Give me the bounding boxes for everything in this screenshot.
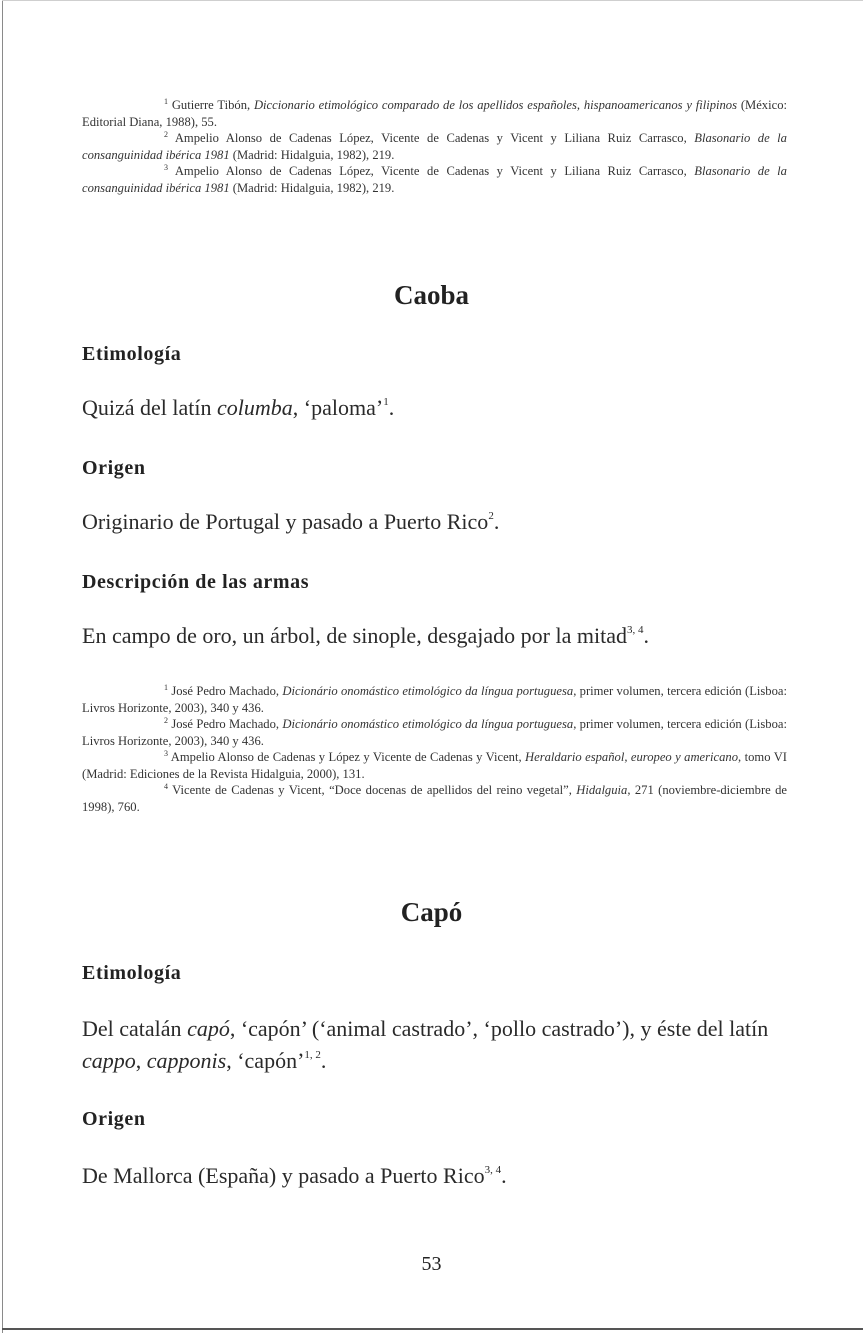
text-run: , primer volumen, tercera edición (Lisboa: Livros Horizonte, 2003), 340 y 436. [82,684,787,715]
text-run: (Madrid: Hidalguia, 1982), 219. [229,147,395,162]
text-run: . [493,509,500,534]
text-run: En campo de oro, un árbol, de sinople, desgajado por la mitad [82,623,627,648]
footnote-ref: 1 [383,396,389,408]
text-run: Originario de Portugal y pasado a Puerto Rico [82,509,489,534]
italic-text: Blasonario de la consanguinidad ibérica 1981 [82,164,787,195]
italic-text: capó [187,1016,230,1041]
italic-text: cappo [82,1048,136,1073]
text-run: Gutierre Tibón, [171,98,254,112]
text-run: José Pedro Machado, [171,684,283,698]
caoba-armas-heading: Descripción de las armas [82,571,310,593]
footnote-number: 3 [164,749,168,758]
caoba-armas-text [82,620,787,652]
text-run: Del catalán [82,1016,188,1041]
text-run: Vicente de Cadenas y Vicent, “Doce docenas de apellidos del reino vegetal”, [172,783,577,797]
text-run: . [643,623,649,648]
footnote-number: 2 [164,716,168,725]
caoba-footnotes [82,683,787,815]
text-run: , [135,1048,147,1073]
footnote-number: 1 [164,683,168,692]
text-run: , tomo VI (Madrid: Ediciones de la Revista Hidalguia, 2000), 131. [82,750,787,781]
scan-edge-left [2,0,3,1333]
italic-text: Blasonario de la consanguinidad ibérica 1981 [82,131,787,162]
entry-title-caoba: Caoba [393,280,469,310]
text-run: Ampelio Alonso de Cadenas y López y Vicente de Cadenas y Vicent, [170,750,526,764]
text-run: José Pedro Machado, [171,717,283,731]
footnote-ref: 3, 4 [626,624,644,636]
footnote-ref: 3, 4 [484,1164,502,1176]
text-run: De Mallorca (España) y pasado a Puerto Rico [82,1163,485,1188]
text-run: Ampelio Alonso de Cadenas López, Vicente de Cadenas y Vicent y Liliana Ruiz Carrasco, [174,131,695,145]
text-run: . [501,1163,507,1188]
caoba-origen-heading: Origen [82,457,146,479]
page-number: 53 [421,1253,442,1275]
capo-etimologia-text [82,1013,787,1077]
footnote-ref: 2 [488,510,494,522]
text-run: . [320,1048,327,1073]
footnote [82,716,787,749]
text-run: . [388,395,395,420]
text-run: Ampelio Alonso de Cadenas López, Vicente de Cadenas y Vicent y Liliana Ruiz Carrasco, [174,164,695,178]
text-run: , ‘capón’ (‘animal castrado’, ‘pollo castrado’), y éste del latín [229,1016,769,1041]
italic-text: Hidalguia [576,783,628,797]
footnote-number: 3 [164,163,168,172]
footnote-number: 1 [164,97,168,106]
footnote [82,749,787,782]
capo-origen-text [82,1160,787,1192]
entry-title-capo: Capó [400,897,463,927]
caoba-etimologia-text [82,392,787,424]
italic-text: Dicionário onomástico etimológico da língua portuguesa [282,684,574,698]
capo-etimologia-heading: Etimología [82,962,182,984]
footnote [82,130,787,163]
capo-origen-heading: Origen [82,1108,146,1130]
footnote [82,782,787,815]
text-run: Quizá del latín [82,395,218,420]
footnote [82,163,787,196]
footnote [82,97,787,130]
text-run: , primer volumen, tercera edición (Lisboa: Livros Horizonte, 2003), 340 y 436. [82,717,787,748]
text-run: , ‘paloma’ [292,395,384,420]
caoba-etimologia-heading: Etimología [82,343,182,365]
italic-text: Diccionario etimológico comparado de los apellidos españoles, hispanoamericanos y filipinos [253,98,738,112]
italic-text: Heraldario español, europeo y americano [525,750,739,764]
footnote [82,683,787,716]
scan-edge-top [2,0,863,1]
footnote-number: 2 [164,130,168,139]
caoba-origen-text [82,506,787,538]
italic-text: Dicionário onomástico etimológico da língua portuguesa [282,717,574,731]
text-run: , ‘capón’ [226,1048,305,1073]
italic-text: capponis [146,1048,227,1073]
italic-text: columba [217,395,293,420]
text-run: (Madrid: Hidalguia, 1982), 219. [229,180,395,195]
text-run: , 271 (noviembre-diciembre de 1998), 760. [82,783,788,814]
top-footnotes [82,97,787,196]
footnote-number: 4 [164,782,168,791]
footnote-ref: 1, 2 [304,1049,321,1061]
scan-edge-bottom [2,1328,863,1330]
text-run: (México: Editorial Diana, 1988), 55. [82,98,787,129]
